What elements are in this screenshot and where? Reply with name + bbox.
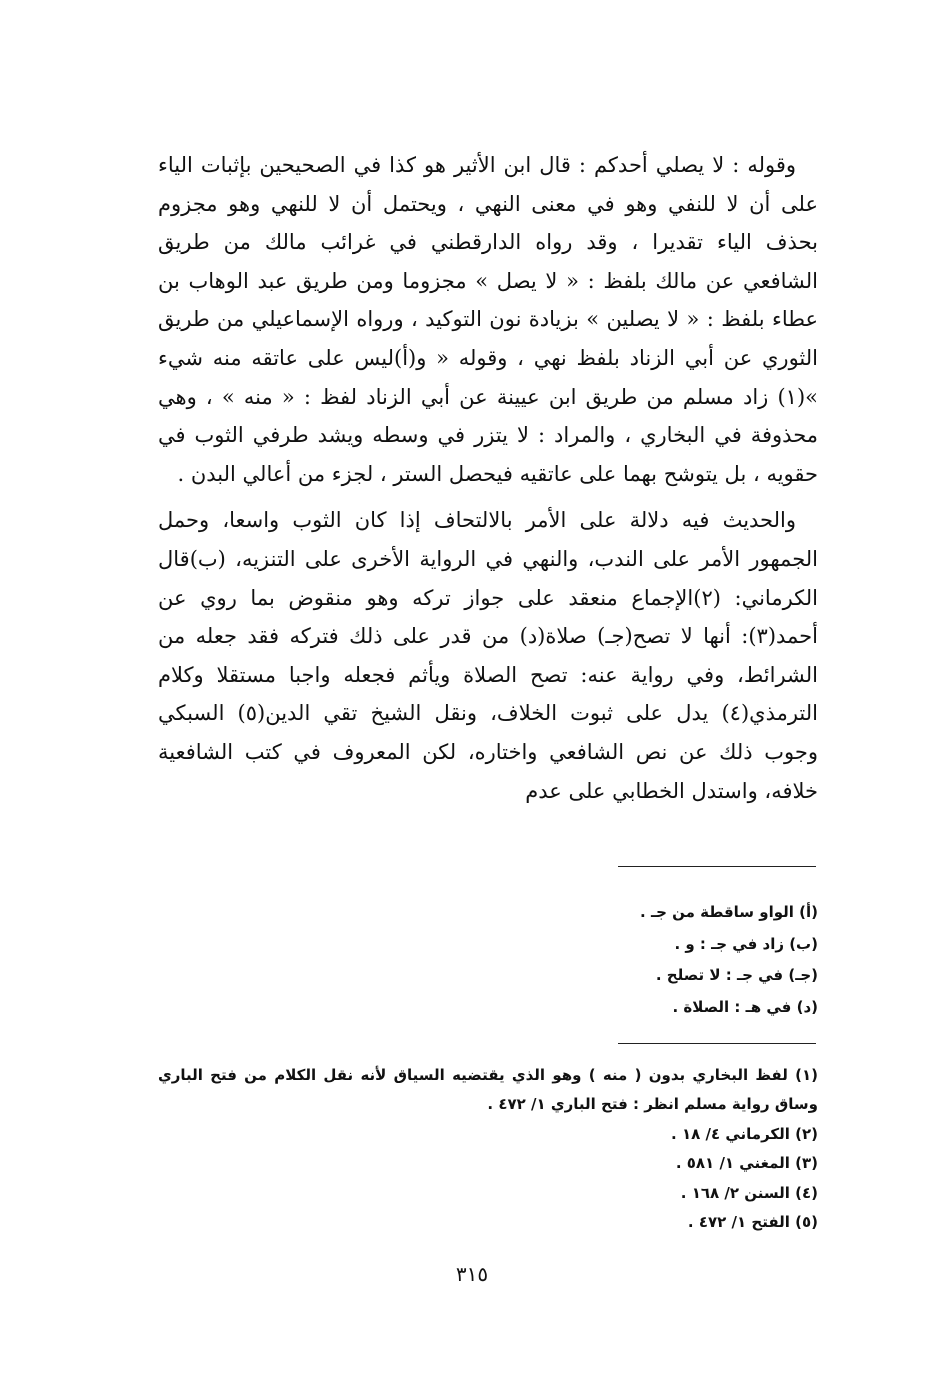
paragraph-2: والحديث فيه دلالة على الأمر بالالتحاف إذا كان الثوب واسعا، وحمل الجمهور الأمر على الندب، والنهي في الرواية الأخرى على التنزيه، (ب)قال الكرماني: (٢)الإجماع منعقد على جواز تركه وهو منقوض بما روي عن أحمد(٣): أنها لا تصح(جـ) صلاة(د) من قدر على ذلك فتركه فقد جعله من الشرائط، وفي رواية عنه: تصح الصلاة ويأثم فجعله واجبا مستقلا وكلام الترمذي(٤) يدل على ثبوت الخلاف، ونقل الشيخ تقي الدين(٥) السبكي وجوب ذلك عن نص الشافعي واختاره، لكن المعروف في كتب الشافعية خلافه، واستدل الخطابي على عدم xyxy=(158,508,818,803)
footnotes-divider xyxy=(618,1043,816,1044)
variant-note-b: (ب) زاد في جـ : و . xyxy=(674,934,818,953)
variant-note-j: (جـ) في جـ : لا تصلح . xyxy=(655,966,818,984)
variant-note-d: (د) في هـ : الصلاة . xyxy=(672,997,818,1016)
footnotes xyxy=(158,1061,818,1237)
page-number: ٣١٥ xyxy=(455,1262,489,1286)
footnote-3: (٣) المغني ١/ ٥٨١ . xyxy=(675,1154,818,1173)
main-text-block xyxy=(158,146,818,810)
paragraph-1: وقوله : لا يصلي أحدكم : قال ابن الأثير هو كذا في الصحيحين بإثبات الياء على أن لا للنفي وهو في معنى النهي ، ويحتمل أن لا للنهي وهو مجزوم بحذف الياء تقديرا ، وقد رواه الدارقطني في غرائب مالك من طريق الشافعي عن مالك بلفظ : « لا يصل » مجزوما ومن طريق عبد الوهاب بن عطاء بلفظ : « لا يصلين » بزيادة نون التوكيد ، ورواه الإسماعيلي من طريق الثوري عن أبي الزناد بلفظ نهي ، وقوله « و(أ)ليس على عاتقه منه شيء »(١) زاد مسلم من طريق ابن عيينة عن أبي الزناد لفظ : « منه » ، وهي محذوفة في البخاري ، والمراد : لا يتزر في وسطه ويشد طرفي الثوب في حقويه ، بل يتوشح بهما على عاتقيه فيحصل الستر ، لجزء من أعالي البدن . xyxy=(158,153,818,486)
footnote-4: (٤) السنن ٢/ ١٦٨ . xyxy=(680,1183,818,1202)
variant-note-a: (أ) الواو ساقطة من جـ . xyxy=(640,903,818,921)
footnote-1: (١) لفظ البخاري بدون ( منه ) وهو الذي يقتضيه السياق لأنه نقل الكلام من فتح الباري وساق رواية مسلم انظر : فتح الباري ١/ ٤٧٢ . xyxy=(158,1066,818,1114)
variant-notes-divider xyxy=(618,866,816,867)
footnote-5: (٥) الفتح ١/ ٤٧٢ . xyxy=(687,1213,818,1232)
footnote-2: (٢) الكرماني ٤/ ١٨ . xyxy=(671,1124,818,1143)
variant-notes xyxy=(540,897,818,1023)
